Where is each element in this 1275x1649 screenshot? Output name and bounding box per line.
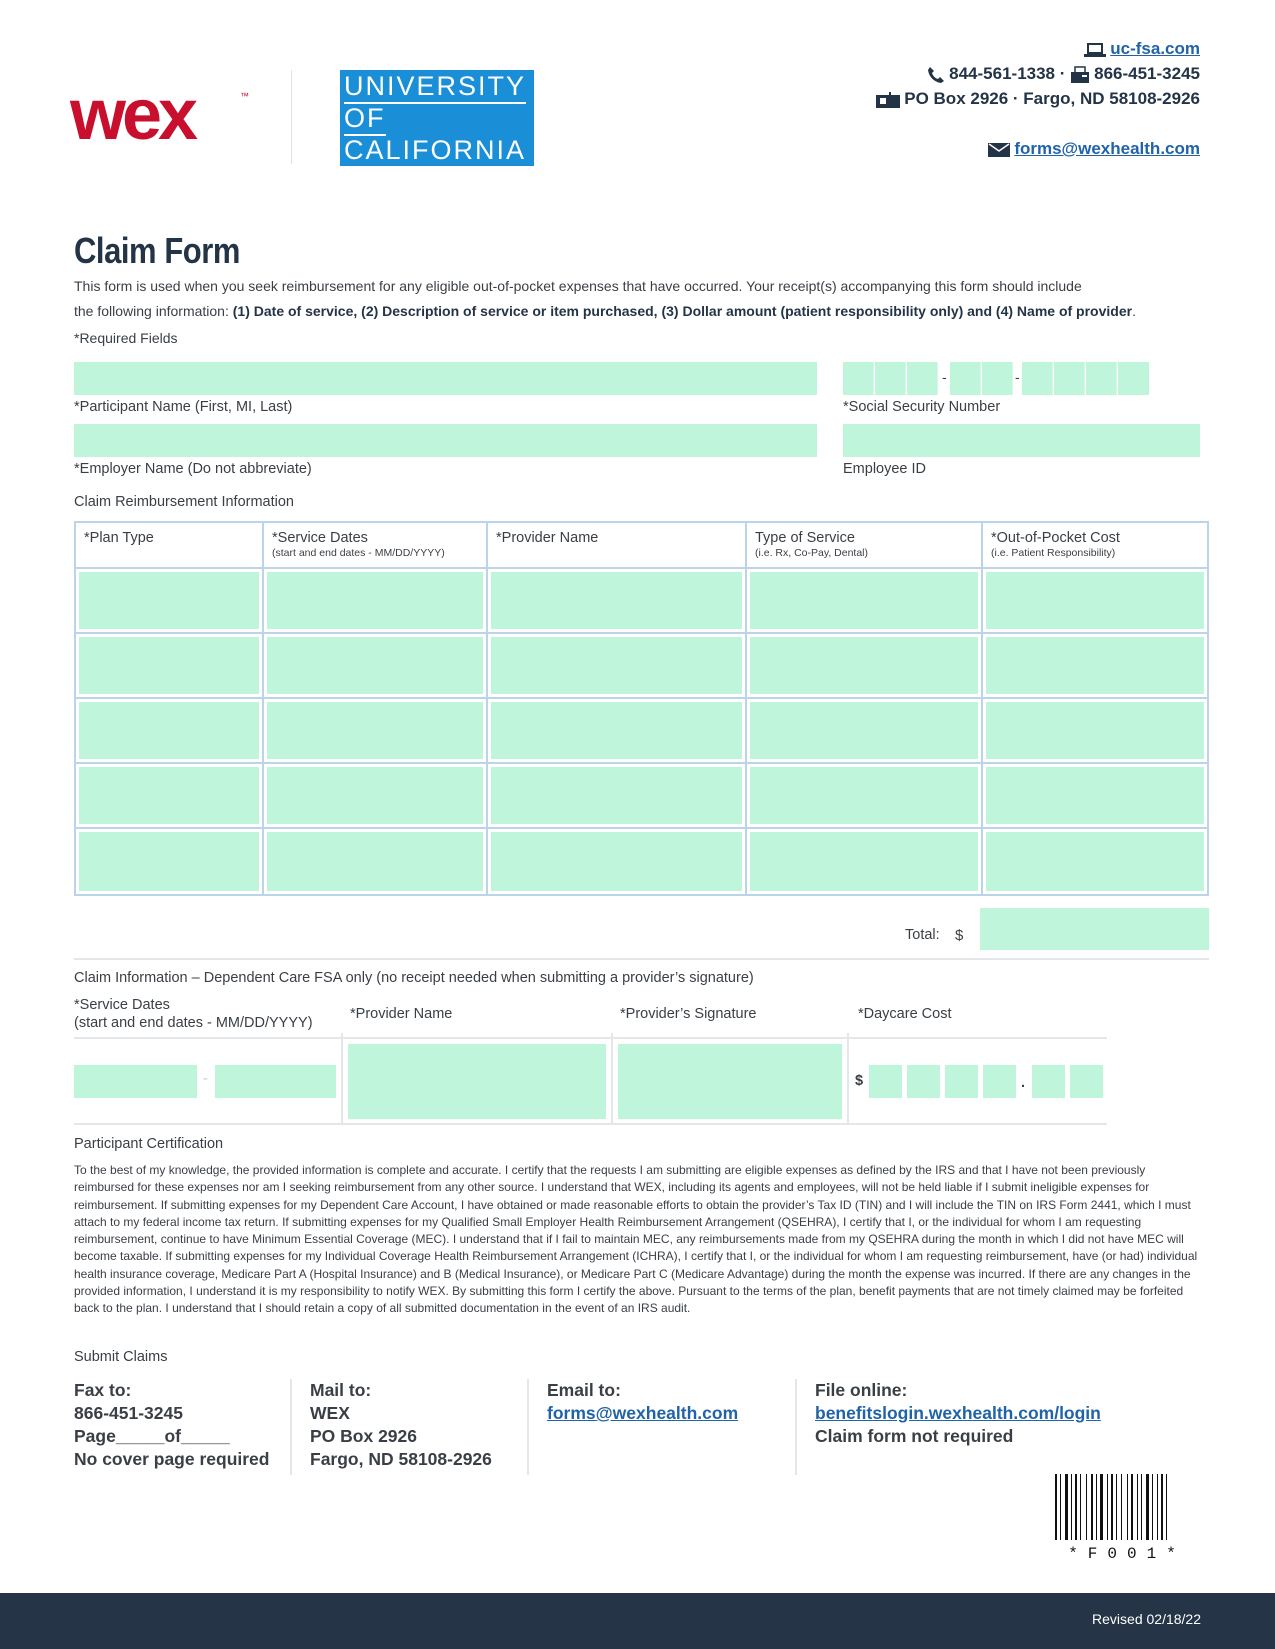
plan-type-input[interactable]: [76, 829, 264, 894]
table-row: [76, 569, 1207, 634]
email-link[interactable]: forms@wexhealth.com: [1014, 139, 1200, 158]
uc-logo: [340, 70, 534, 166]
submit-email-link[interactable]: forms@wexhealth.com: [547, 1403, 739, 1423]
mailing-address: PO Box 2926 · Fargo, ND 58108-2926: [904, 89, 1200, 108]
uc-logo-line: UNIVERSITY: [344, 70, 530, 102]
barcode-bar: [1100, 1474, 1103, 1540]
type-of-service-input[interactable]: [747, 829, 983, 894]
barcode-bar: [1157, 1474, 1158, 1540]
column-divider: [341, 1033, 343, 1125]
table-header-row: [76, 523, 1207, 569]
divider: [74, 958, 1209, 960]
barcode-bar: [1096, 1474, 1097, 1540]
uc-logo-line: OF: [344, 102, 530, 134]
submit-claims-title: Submit Claims: [74, 1349, 168, 1365]
dc-service-dates-label: *Service Dates: [74, 997, 170, 1013]
barcode-bar: [1071, 1474, 1072, 1540]
plan-type-input[interactable]: [76, 764, 264, 827]
phone-number: 844-561-1338: [949, 64, 1056, 83]
provider-name-input[interactable]: [488, 829, 747, 894]
header-type-of-service: Type of Service (i.e. Rx, Co-Pay, Dental): [747, 523, 983, 567]
barcode-bar: [1060, 1474, 1061, 1540]
barcode-bar: [1065, 1474, 1068, 1540]
dc-provider-name-label: *Provider Name: [350, 1006, 453, 1022]
dc-provider-signature-input[interactable]: [618, 1044, 842, 1119]
header-service-dates: *Service Dates (start and end dates - MM/DD/YYYY): [264, 523, 488, 567]
table-row: [76, 699, 1207, 764]
barcode-bar: [1166, 1474, 1167, 1540]
type-of-service-input[interactable]: [747, 569, 983, 632]
dc-provider-name-input[interactable]: [348, 1044, 606, 1119]
provider-name-input[interactable]: [488, 764, 747, 827]
revised-date: Revised 02/18/22: [1092, 1611, 1201, 1627]
total-input[interactable]: [980, 908, 1209, 950]
provider-name-input[interactable]: [488, 569, 747, 632]
type-of-service-input[interactable]: [747, 699, 983, 762]
cost-input[interactable]: [983, 699, 1207, 762]
trademark: ™: [240, 91, 249, 101]
column-divider: [795, 1379, 797, 1475]
footer-bar: [0, 1593, 1275, 1649]
page-title: Claim Form: [74, 230, 241, 271]
barcode-bar: [1055, 1474, 1057, 1540]
file-online-link[interactable]: benefitslogin.wexhealth.com/login: [815, 1403, 1101, 1423]
provider-name-input[interactable]: [488, 634, 747, 697]
table-row: [76, 764, 1207, 829]
barcode-bar: [1137, 1474, 1138, 1540]
employee-id-input[interactable]: [843, 424, 1200, 457]
wex-logo-text: wex: [70, 83, 195, 145]
barcode: [1054, 1474, 1200, 1560]
phone-icon: [927, 66, 945, 84]
service-dates-input[interactable]: [264, 764, 488, 827]
laptop-icon: [1084, 42, 1106, 58]
column-divider: [290, 1379, 292, 1475]
barcode-bar: [1116, 1474, 1117, 1540]
header-provider-name: *Provider Name: [488, 523, 747, 567]
divider: [74, 1037, 1107, 1039]
participant-name-input[interactable]: [74, 362, 817, 395]
barcode-bar: [1161, 1474, 1163, 1540]
barcode-bar: [1111, 1474, 1113, 1540]
cost-input[interactable]: [983, 569, 1207, 632]
barcode-text: *F001*: [1068, 1545, 1186, 1560]
certification-title: Participant Certification: [74, 1136, 224, 1152]
plan-type-input[interactable]: [76, 569, 264, 632]
required-note: *Required Fields: [74, 330, 178, 346]
fax-column: Fax to: 866-451-3245 Page_____of_____ No cover page required: [74, 1380, 270, 1469]
barcode-bar: [1141, 1474, 1142, 1540]
cost-input[interactable]: [983, 829, 1207, 894]
intro-text: This form is used when you seek reimbursement for any eligible out-of-pocket expenses that have occurred. Your receipt(s) accompanying this form should include the following information: (1) Date of service, (2) Description of service or item purchased, (3) Dollar amount (patient responsibility only) and (4) Name of provider.: [74, 278, 1136, 319]
barcode-bar: [1146, 1474, 1149, 1540]
claim-table: [74, 521, 1209, 896]
contact-block: uc-fsa.com 844-561-1338 · 866-451-3245 PO Box 2926 · Fargo, ND 58108-2926 forms@wexhealth.com: [876, 36, 1200, 161]
cost-input[interactable]: [983, 764, 1207, 827]
dc-start-date-input[interactable]: [74, 1065, 197, 1098]
table-row: [76, 829, 1207, 894]
column-divider: [611, 1033, 613, 1125]
dc-end-date-input[interactable]: [215, 1065, 336, 1098]
divider: [74, 1123, 1107, 1125]
barcode-bar: [1086, 1474, 1087, 1540]
cost-input[interactable]: [983, 634, 1207, 697]
provider-name-input[interactable]: [488, 699, 747, 762]
employer-name-label: *Employer Name (Do not abbreviate): [74, 461, 312, 477]
wex-logo: [70, 83, 250, 145]
mail-column: Mail to: WEX PO Box 2926 Fargo, ND 58108-2926: [310, 1380, 492, 1469]
email-column: Email to: forms@wexhealth.com: [547, 1380, 739, 1423]
employee-id-label: Employee ID: [843, 461, 927, 477]
barcode-bar: [1152, 1474, 1153, 1540]
dc-provider-signature-label: *Provider’s Signature: [620, 1006, 757, 1022]
logo-divider: [291, 70, 292, 164]
dependent-care-title: Claim Information – Dependent Care FSA only (no receipt needed when submitting a provider’s signature): [74, 970, 754, 986]
fax-number: 866-451-3245: [1094, 64, 1200, 83]
plan-type-input[interactable]: [76, 699, 264, 762]
column-divider: [847, 1033, 849, 1125]
service-dates-input[interactable]: [264, 699, 488, 762]
fax-number: 866-451-3245: [74, 1403, 183, 1423]
type-of-service-input[interactable]: [747, 764, 983, 827]
service-dates-input[interactable]: [264, 829, 488, 894]
barcode-bar: [1121, 1474, 1122, 1540]
header-plan-type: *Plan Type: [76, 523, 264, 567]
website-link[interactable]: uc-fsa.com: [1110, 39, 1200, 58]
claim-section-title: Claim Reimbursement Information: [74, 494, 294, 510]
dc-service-dates-sub: (start and end dates - MM/DD/YYYY): [74, 1015, 313, 1031]
mailbox-icon: [876, 92, 900, 108]
barcode-bar: [1131, 1474, 1133, 1540]
certification-text: To the best of my knowledge, the provided information is complete and accurate. I certify that the requests I am submitting are eligible expenses as defined by the IRS and that I have not been previously reimbursed for these expenses nor am I seeking reimbursement from any other source. I understand that WEX, including its agents and employees, will not be held liable if I submit ineligible expenses for reimbursement. If submitting expenses for my Dependent Care Account, I have obtained or made reasonable efforts to obtain the provider’s Tax ID (TIN) and I will include the TIN on IRS Form 2441, which I must attach to my federal income tax return. If submitting expenses for my Qualified Small Employer Health Reimbursement Arrangement (QSEHRA), I certify that I, or the individual for whom I am requesting reimbursement, continue to have Minimum Essential Coverage (MEC). I understand that if I fail to maintain MEC, any reimbursements made from my QSEHRA during the month in which I did not have MEC will become taxable. If submitting expenses for my Individual Coverage Health Reimbursement Arrangement (ICHRA), I certify that I, or the individual for whom I am requesting reimbursement, have (or had) individual health insurance coverage, Medicare Part A (Hospital Insurance) and B (Medical Insurance), or Medicare Part C (Medicare Advantage) during the month the expense was incurred. If there are any changes in the provided information, I understand it is my responsibility to notify WEX. By submitting this form I certify the above. Pursuant to the terms of the plan, benefit payments that are not timely claimed may be forfeited back to the plan. I understand that I should retain a copy of all submitted documentation in the event of an IRS audit.: [74, 1163, 1198, 1316]
barcode-bar: [1127, 1474, 1128, 1540]
dc-cost-currency: $: [855, 1073, 864, 1089]
dc-daycare-cost-label: *Daycare Cost: [858, 1006, 952, 1022]
barcode-bar: [1091, 1474, 1093, 1540]
date-dash: -: [203, 1071, 208, 1087]
barcode-bar: [1080, 1474, 1081, 1540]
type-of-service-input[interactable]: [747, 634, 983, 697]
total-currency: $: [955, 927, 964, 944]
ssn-label: *Social Security Number: [843, 399, 1001, 415]
fax-icon: [1070, 66, 1090, 84]
header-out-of-pocket: *Out-of-Pocket Cost (i.e. Patient Responsibility): [991, 530, 1120, 559]
table-row: [76, 634, 1207, 699]
uc-logo-line: CALIFORNIA: [344, 135, 527, 165]
barcode-bar: [1075, 1474, 1077, 1540]
service-dates-input[interactable]: [264, 634, 488, 697]
envelope-icon: [988, 143, 1010, 157]
participant-name-label: *Participant Name (First, MI, Last): [74, 399, 293, 415]
employer-name-input[interactable]: [74, 424, 817, 457]
online-column: File online: benefitslogin.wexhealth.com/login Claim form not required: [815, 1380, 1101, 1446]
column-divider: [527, 1379, 529, 1475]
service-dates-input[interactable]: [264, 569, 488, 632]
total-label: Total:: [905, 927, 940, 943]
plan-type-input[interactable]: [76, 634, 264, 697]
barcode-bar: [1107, 1474, 1108, 1540]
